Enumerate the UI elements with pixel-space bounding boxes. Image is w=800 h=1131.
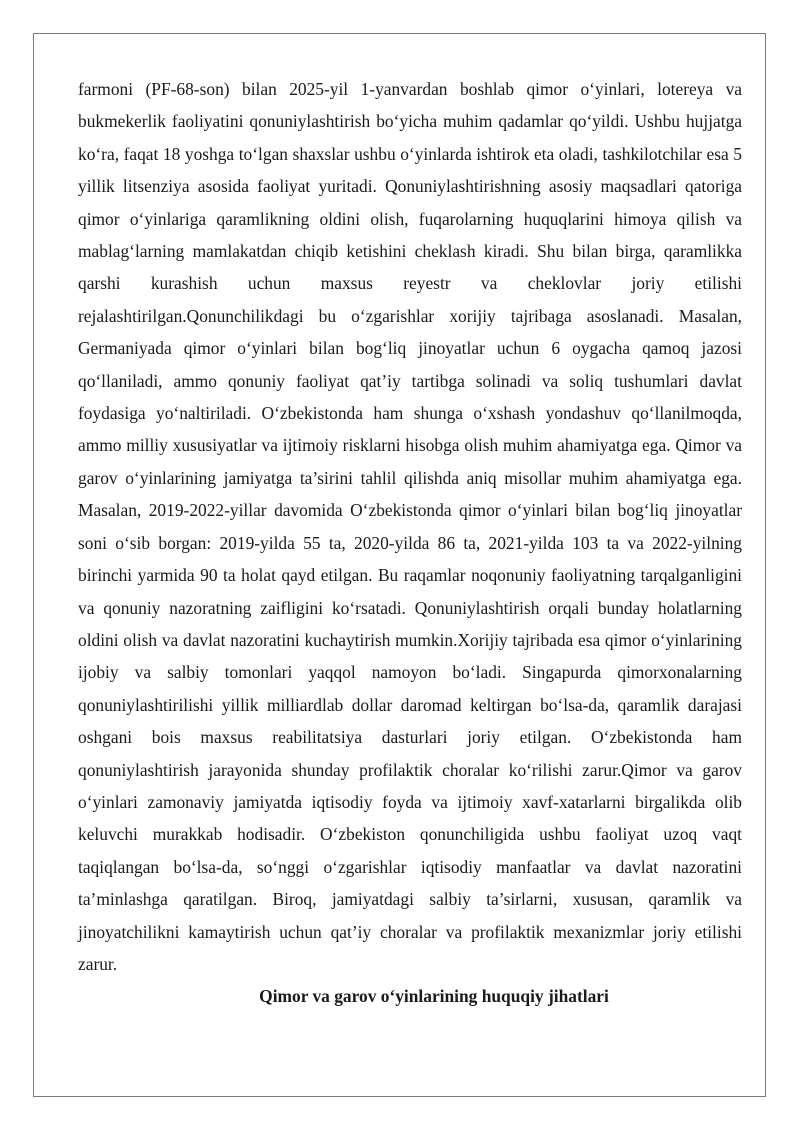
section-heading: Qimor va garov o‘yinlarining huquqiy jihatlari — [259, 986, 609, 1007]
body-paragraph: farmoni (PF-68-son) bilan 2025-yil 1-yanvardan boshlab qimor o‘yinlari, lotereya va bukmekerlik faoliyatini qonuniylashtirish bo‘yicha muhim qadamlar qo‘yildi. Ushbu hujjatga ko‘ra, faqat 18 yoshga to‘lgan shaxslar ushbu o‘yinlarda ishtirok eta oladi, tashkilotchilar esa 5 yillik litsenziya asosida faoliyat yuritadi. Qonuniylashtirishning asosiy maqsadlari qatoriga qimor o‘yinlariga qaramlikning oldini olish, fuqarolarning huquqlarini himoya qilish va mablag‘larning mamlakatdan chiqib ketishini cheklash kiradi. Shu bilan birga, qaramlikka qarshi kurashish uchun maxsus reyestr va cheklovlar joriy etilishi rejalashtirilgan.Qonunchilikdagi bu o‘zgarishlar xorijiy tajribaga asoslanadi. Masalan, Germaniyada qimor o‘yinlari bilan bog‘liq jinoyatlar uchun 6 oygacha qamoq jazosi qo‘llaniladi, ammo qonuniy faoliyat qat’iy tartibga solinadi va soliq tushumlari davlat foydasiga yo‘naltiriladi. O‘zbekistonda ham shunga o‘xshash yondashuv qo‘llanilmoqda, ammo milliy xususiyatlar va ijtimoiy risklarni hisobga olish muhim ahamiyatga ega. Qimor va garov o‘yinlarining jamiyatga ta’sirini tahlil qilishda aniq misollar muhim ahamiyatga ega. Masalan, 2019-2022-yillar davomida O‘zbekistonda qimor o‘yinlari bilan bog‘liq jinoyatlar soni o‘sib borgan: 2019-yilda 55 ta, 2020-yilda 86 ta, 2021-yilda 103 ta va 2022-yilning birinchi yarmida 90 ta holat qayd etilgan. Bu raqamlar noqonuniy faoliyatning tarqalganligini va qonuniy nazoratning zaifligini ko‘rsatadi. Qonuniylashtirish orqali bunday holatlarning oldini olish va davlat nazoratini kuchaytirish mumkin.Xorijiy tajribada esa qimor o‘yinlarining ijobiy va salbiy tomonlari yaqqol namoyon bo‘ladi. Singapurda qimorxonalarning qonuniylashtirilishi yillik milliardlab dollar daromad keltirgan bo‘lsa-da, qaramlik darajasi oshgani bois maxsus reabilitatsiya dasturlari joriy etilgan. O‘zbekistonda ham qonuniylashtirish jarayonida shunday profilaktik choralar ko‘rilishi zarur.Qimor va garov o‘yinlari zamonaviy jamiyatda iqtisodiy foyda va ijtimoiy xavf-xatarlarni birgalikda olib keluvchi murakkab hodisadir. O‘zbekiston qonunchiligida ushbu faoliyat uzoq vaqt taqiqlangan bo‘lsa-da, so‘nggi o‘zgarishlar iqtisodiy manfaatlar va davlat nazoratini ta’minlashga qaratilgan. Biroq, jamiyatdagi salbiy ta’sirlarni, xususan, qaramlik va jinoyatchilikni kamaytirish uchun qat’iy choralar va profilaktik mexanizmlar joriy etilishi zarur. — [78, 79, 742, 974]
document-content — [78, 73, 742, 1013]
